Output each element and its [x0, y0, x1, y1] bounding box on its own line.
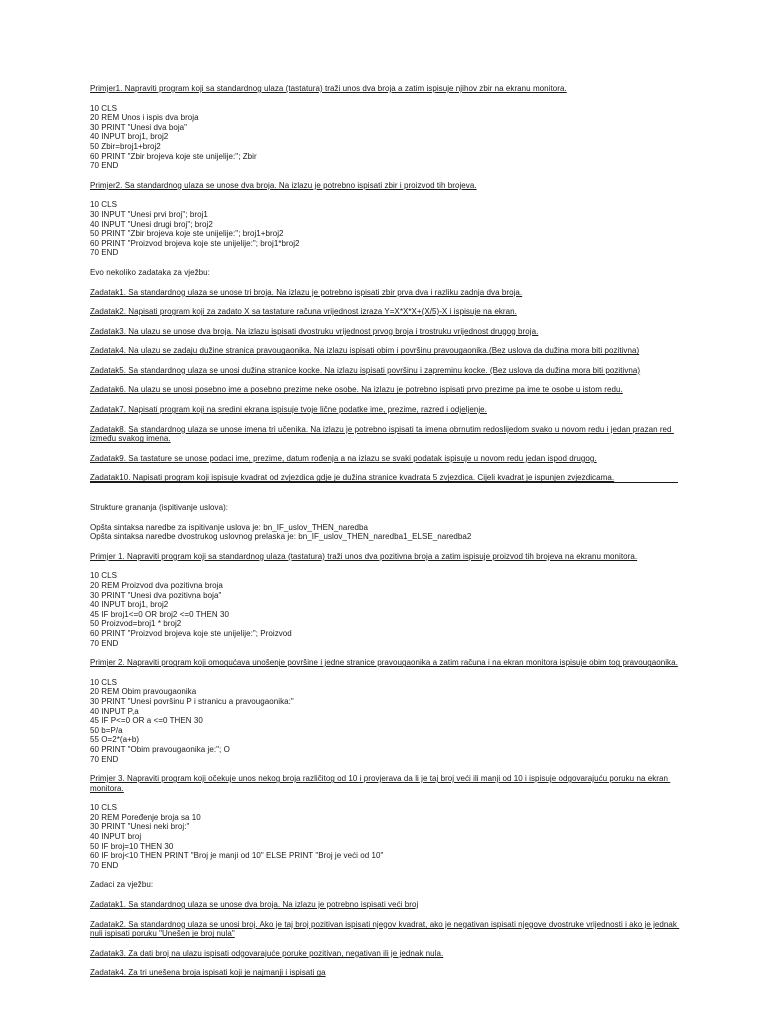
code-line: 40 INPUT broj1, broj2: [90, 132, 169, 142]
code-line: 40 INPUT P,a: [90, 706, 139, 716]
exercises-intro: Evo nekoliko zadataka za vježbu:: [90, 267, 210, 277]
code-line: 70 END: [90, 248, 119, 258]
syntax-line: Opšta sintaksa naredbe za ispitivanje uslova je: bn_IF_uslov_THEN_naredba: [90, 522, 369, 532]
code-line: 55 O=2*(a+b): [90, 735, 140, 745]
section-title: Strukture grananja (ispitivanje uslova):: [90, 503, 229, 513]
code-line: 60 PRINT "Proizvod brojeva koje ste unijelije:"; Proizvod: [90, 628, 292, 638]
code-line: 50 Zbir=broj1+broj2: [90, 141, 161, 151]
code-line: 70 END: [90, 638, 119, 648]
code-line: 50 b=P/a: [90, 725, 123, 735]
exercise-item: Zadatak10. Napisati program koji ispisuje kvadrat od zvjezdica gdje je dužina stranice kvadrata 5 zvjezdica. Cijeli kvadrat je ispunjen zvjezdicama.: [90, 473, 615, 483]
code-line: 45 IF P<=0 OR a <=0 THEN 30: [90, 716, 203, 726]
practice-item: Zadatak2. Sa standardnog ulaza se unosi broj. Ako je taj broj pozitivan ispisati njegov kvadrat, ako je negativan ispisati njegove dvostruke vrijednosti i ako je jednak nuli ispisati poruku "Unešen je broj nula": [90, 919, 680, 939]
code-line: 10 CLS: [90, 677, 117, 687]
exercise-item: Zadatak2. Napisati program koji za zadato X sa tastature računa vrijednost izraza Y=X*X*X+(X/5)-X i ispisuje na ekran.: [90, 307, 517, 317]
code-line: 20 REM Unos i ispis dva broja: [90, 113, 199, 123]
exercise-item: Zadatak5. Sa standardnog ulaza se unosi dužina stranice kocke. Na izlazu ispisati površinu i zapreminu kocke. (Bez uslova da dužina mora biti pozitivna): [90, 365, 641, 375]
exercise-item: Zadatak6. Na ulazu se unosi posebno ime a posebno prezime neke osobe. Na izlazu je potrebno ispisati prvo prezime pa ime te osobe u istom redu.: [90, 385, 623, 395]
code-block-1: [90, 104, 686, 171]
example-4-title: Primjer 2. Napraviti program koji omogućava unošenje površine i jedne stranice pravougaonika a zatim računa i na ekran monitora ispisuje obim tog pravougaonika.: [90, 658, 678, 668]
code-line: 40 INPUT broj1, broj2: [90, 600, 169, 610]
practice-item: Zadatak3. Za dati broj na ulazu ispisati odgovarajuće poruke pozitivan, negativan ili je jednak nula.: [90, 948, 444, 958]
code-block-2: [90, 200, 686, 258]
exercise-item: Zadatak3. Na ulazu se unose dva broja. Na izlazu ispisati dvostruku vrijednost prvog broja i trostruku vrijednost drugog broja.: [90, 326, 539, 336]
exercise-item: Zadatak8. Sa standardnog ulaza se unose imena tri učenika. Na izlazu je potrebno ispisati ta imena obrnutim redoslijedom svako u novom redu i jedan prazan red između svakog imena.: [90, 424, 674, 444]
practice-item: Zadatak1. Sa standardnog ulaza se unose dva broja. Na izlazu je potrebno ispisati veći broj: [90, 900, 419, 910]
code-block-5: [90, 803, 686, 870]
code-line: 60 PRINT "Zbir brojeva koje ste unijelije:"; Zbir: [90, 151, 257, 161]
document-page: [90, 84, 686, 978]
code-line: 30 PRINT "Unesi dva pozitivna boja": [90, 590, 222, 600]
code-line: 40 INPUT broj: [90, 832, 142, 842]
code-block-4: [90, 678, 686, 764]
code-line: 50 PRINT "Zbir brojeva koje ste unijelije:"; broj1+broj2: [90, 229, 284, 239]
code-line: 10 CLS: [90, 571, 117, 581]
example-1-title: Primjer1. Napraviti program koji sa standardnog ulaza (tastatura) traži unos dva broja a zatim ispisuje njihov zbir na ekranu monitora.: [90, 84, 567, 93]
example-5-title: Primjer 3. Napraviti program koji očekuje unos nekog broja različitog od 10 i provjerava da li je taj broj veći ili manji od 10 i ispisuje odgovarajuću poruku na ekran monitora.: [90, 774, 671, 793]
practice-item: Zadatak4. Za tri unešena broja ispisati koji je najmanji i ispisati ga: [90, 968, 326, 978]
exercise-item: Zadatak1. Sa standardnog ulaza se unose tri broja. Na izlazu je potrebno ispisati zbir prva dva i razliku zadnja dva broja.: [90, 287, 523, 297]
code-line: 20 REM Poređenje broja sa 10: [90, 812, 201, 822]
example-2-title: Primjer2. Sa standardnog ulaza se unose dva broja. Na izlazu je potrebno ispisati zbir i proizvod tih brojeva.: [90, 180, 477, 190]
code-block-3: [90, 571, 686, 648]
code-line: 10 CLS: [90, 103, 117, 113]
code-line: 70 END: [90, 754, 119, 764]
exercise-item: Zadatak9. Sa tastature se unose podaci ime, prezime, datum rođenja a na izlazu se svaki podatak ispisuje u novom redu jedan ispod drugog.: [90, 453, 597, 463]
practice-intro: Zadaci za vježbu:: [90, 880, 154, 890]
code-line: 30 PRINT "Unesi neki broj:": [90, 822, 190, 832]
code-line: 60 IF broj<10 THEN PRINT "Broj je manji od 10" ELSE PRINT "Broj je veći od 10": [90, 851, 384, 861]
code-line: 30 INPUT "Unesi prvi broj"; broj1: [90, 209, 208, 219]
code-line: 60 PRINT "Proizvod brojeva koje ste unijelije:"; broj1*broj2: [90, 238, 300, 248]
code-line: 20 REM Obim pravougaonika: [90, 687, 197, 697]
code-line: 50 Proizvod=broj1 * broj2: [90, 619, 182, 629]
exercise-item: Zadatak4. Na ulazu se zadaju dužine stranica pravougaonika. Na izlazu ispisati obim i površinu pravougaonika.(Bez uslova da dužina mora biti pozitivna): [90, 346, 640, 356]
code-line: 30 PRINT "Unesi dva boja": [90, 122, 188, 132]
code-line: 10 CLS: [90, 803, 117, 813]
exercise-item: Zadatak7. Napisati program koji na sredini ekrana ispisuje tvoje lične podatke ime, prezime, razred i odjeljenje.: [90, 405, 487, 415]
code-line: 40 INPUT "Unesi drugi broj"; broj2: [90, 219, 213, 229]
code-line: 45 IF broj1<=0 OR broj2 <=0 THEN 30: [90, 609, 230, 619]
code-line: 70 END: [90, 161, 119, 171]
code-line: 10 CLS: [90, 200, 117, 210]
code-line: 20 REM Proizvod dva pozitivna broja: [90, 581, 223, 590]
example-3-title: Primjer 1. Napraviti program koji sa standardnog ulaza (tastatura) traži unos dva pozitivna broja a zatim ispisuje proizvod tih brojeva na ekranu monitora.: [90, 551, 638, 561]
code-line: 50 IF broj=10 THEN 30: [90, 841, 174, 851]
code-line: 60 PRINT "Obim pravougaonika je:"; O: [90, 744, 230, 754]
code-line: 70 END: [90, 860, 119, 870]
code-line: 30 PRINT "Unesi površinu P i stranicu a pravougaonika:": [90, 696, 294, 706]
syntax-line: Opšta sintaksa naredbe dvostrukog uslovnog prelaska je: bn_IF_uslov_THEN_naredba1_ELSE_naredba2: [90, 532, 472, 542]
